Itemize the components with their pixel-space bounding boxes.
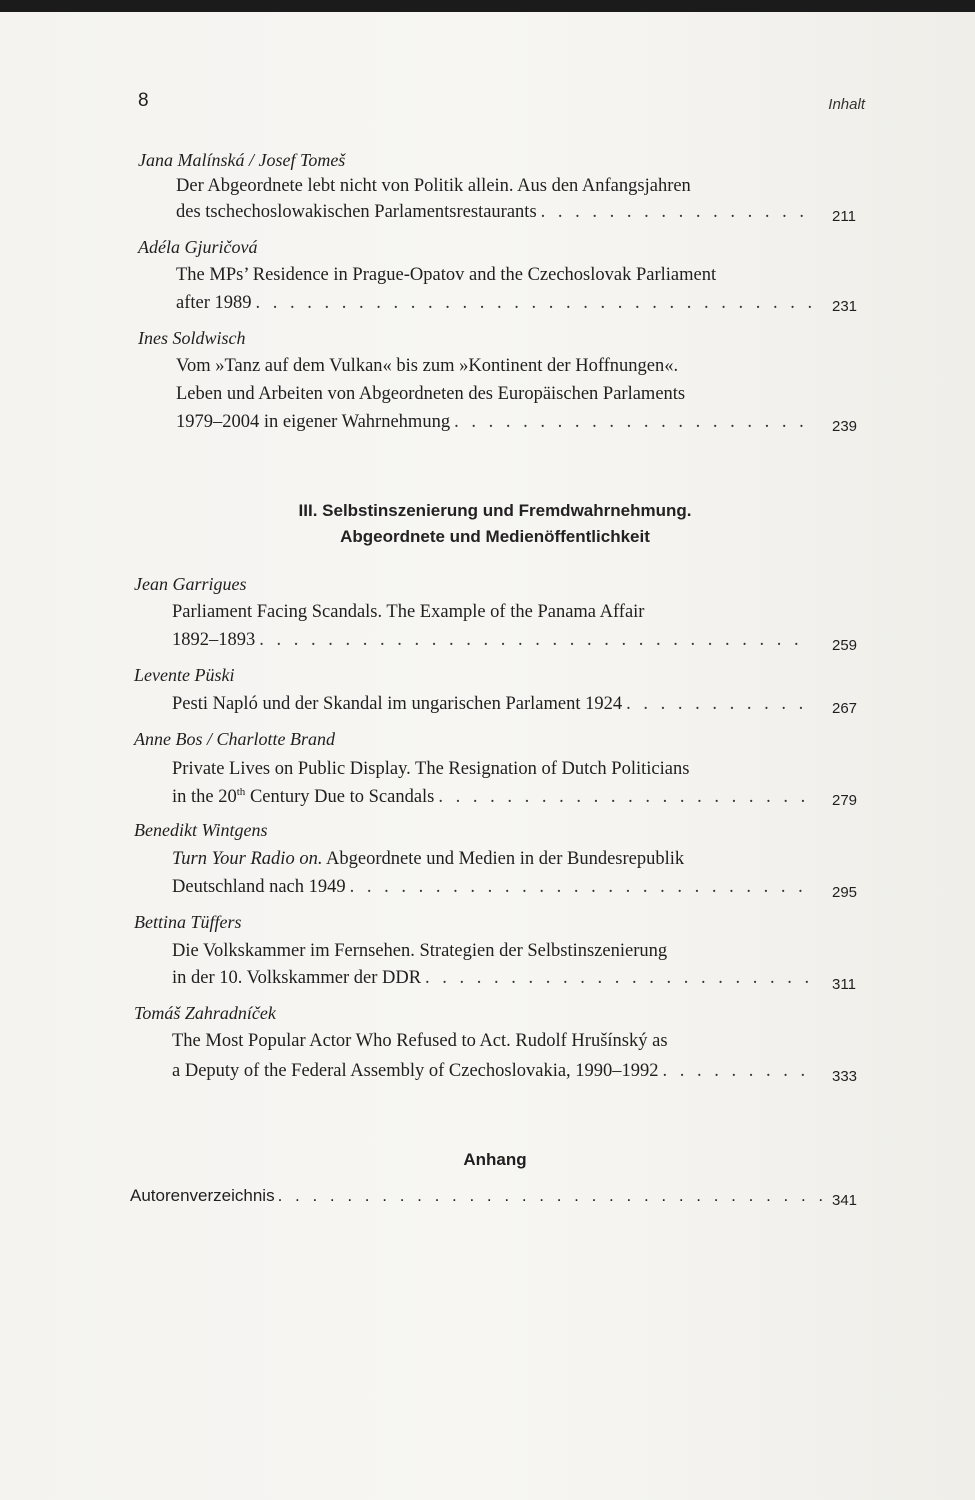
toc-title-text: Pesti Napló und der Skandal im ungarischen Parlament 1924 [172, 694, 623, 714]
leader-dots [541, 202, 812, 223]
toc-title-text: a Deputy of the Federal Assembly of Czechoslovakia, 1990–1992 [172, 1061, 659, 1081]
toc-author: Levente Püski [134, 665, 235, 685]
toc-title-text: in der 10. Volkskammer der DDR [172, 968, 422, 988]
toc-page-number: 259 [832, 637, 858, 654]
appendix-item: Autorenverzeichnis [130, 1186, 275, 1205]
scan-top-edge [0, 0, 975, 12]
toc-title-line: Vom »Tanz auf dem Vulkan« bis zum »Kontinent der Hoffnungen«. [176, 356, 679, 376]
toc-page-number: 295 [832, 884, 858, 901]
toc-page-number: 333 [832, 1068, 858, 1085]
toc-author: Bettina Tüffers [134, 912, 242, 932]
appendix-entry [130, 1186, 822, 1206]
toc-title-text: des tschechoslowakischen Parlamentsrestaurants [176, 202, 537, 222]
toc-author: Benedikt Wintgens [134, 820, 268, 840]
toc-title-line: Turn Your Radio on. Abgeordnete und Medien in der Bundesrepublik [172, 849, 685, 869]
section-heading-line: Abgeordnete und Medienöffentlichkeit [340, 527, 650, 547]
toc-title-line: Der Abgeordnete lebt nicht von Politik allein. Aus den Anfangsjahren [176, 176, 691, 196]
toc-title-last-line [172, 1061, 812, 1082]
toc-title-last-line [172, 786, 814, 808]
running-head: Inhalt [828, 96, 865, 113]
leader-dots [278, 1186, 822, 1206]
leader-dots [454, 412, 812, 433]
toc-title-last-line [176, 412, 816, 433]
toc-title-line: Parliament Facing Scandals. The Example of the Panama Affair [172, 602, 645, 622]
leader-dots [438, 787, 810, 808]
leader-dots [259, 630, 812, 651]
toc-author: Ines Soldwisch [138, 328, 246, 348]
toc-title-line: Die Volkskammer im Fernsehen. Strategien der Selbstinszenierung [172, 941, 668, 961]
toc-author: Jean Garrigues [134, 574, 247, 594]
appendix-heading: Anhang [463, 1150, 527, 1169]
toc-author: Anne Bos / Charlotte Brand [134, 729, 335, 749]
leader-dots [663, 1061, 808, 1082]
toc-page-number: 239 [832, 418, 858, 435]
toc-author: Jana Malínská / Josef Tomeš [138, 150, 346, 170]
toc-title-text: after 1989 [176, 293, 252, 313]
toc-title-text: in the 20th Century Due to Scandals [172, 786, 435, 808]
book-page [0, 12, 975, 1500]
toc-title-last-line [172, 877, 816, 898]
toc-page-number: 231 [832, 298, 858, 315]
toc-title-line: The Most Popular Actor Who Refused to Act. Rudolf Hrušínský as [172, 1031, 668, 1051]
toc-title-line: Leben und Arbeiten von Abgeordneten des Europäischen Parlaments [176, 384, 686, 404]
section-heading [130, 498, 860, 551]
section-heading-line: III. Selbstinszenierung und Fremdwahrnehmung. [298, 501, 692, 520]
toc-page-number: 267 [832, 700, 858, 717]
toc-page-number: 211 [832, 208, 856, 225]
leader-dots [626, 694, 808, 715]
toc-page-number: 279 [832, 792, 858, 809]
toc-author: Tomáš Zahradníček [134, 1003, 276, 1023]
toc-title-text: 1979–2004 in eigener Wahrnehmung [176, 412, 451, 432]
toc-title-last-line [172, 694, 812, 715]
toc-title-last-line [172, 630, 816, 651]
toc-title-text: Deutschland nach 1949 [172, 877, 346, 897]
leader-dots [350, 877, 812, 898]
toc-title-last-line [176, 293, 816, 314]
leader-dots [256, 293, 812, 314]
toc-page-number: 311 [832, 976, 856, 993]
page-number: 8 [138, 90, 149, 111]
leader-dots [425, 968, 808, 989]
toc-title-last-line [172, 968, 812, 989]
toc-title-text: 1892–1893 [172, 630, 256, 650]
toc-title-last-line [176, 202, 816, 223]
toc-title-line: Private Lives on Public Display. The Resignation of Dutch Politicians [172, 759, 690, 779]
toc-page-number: 341 [832, 1192, 858, 1209]
toc-title-line: The MPs’ Residence in Prague-Opatov and the Czechoslovak Parliament [176, 265, 717, 285]
toc-author: Adéla Gjuričová [138, 237, 258, 257]
